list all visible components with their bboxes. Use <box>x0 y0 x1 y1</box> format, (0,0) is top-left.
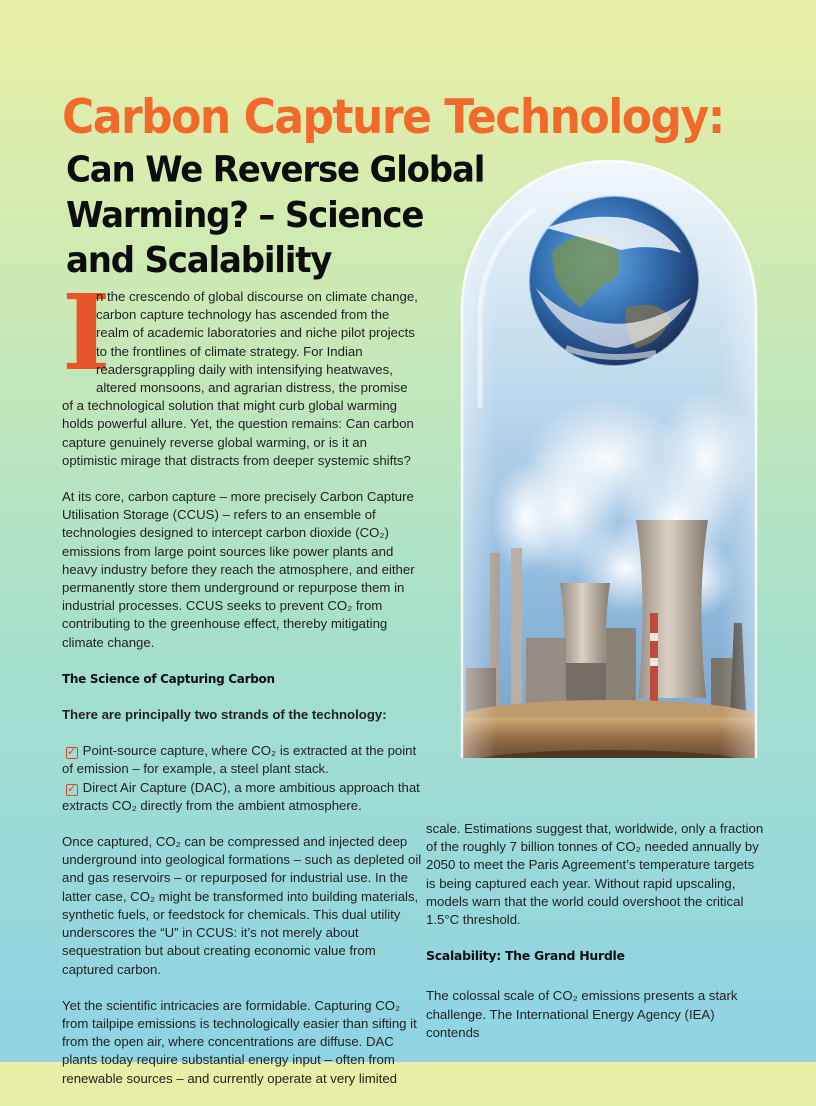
list-item-text: Direct Air Capture (DAC), a more ambitious approach that extracts CO₂ directly from the ambient atmosphere. <box>62 779 420 813</box>
scalability-paragraph: The colossal scale of CO₂ emissions presents a stark challenge. The International Energy Agency (IEA) contends <box>426 988 738 1040</box>
intro-text: n the crescendo of global discourse on climate change, carbon capture technology has ascended from the realm of academic laboratories and niche pilot projects to the frontlines of climate strategy. For Indian readersgrappling daily with intensifying heatwaves, altered monsoons, and agrarian distress, the promise of a technological solution that might curb global warming holds powerful allure. Yet, the question remains: Can carbon capture genuinely reverse global warming, or is it an optimistic mirage that distracts from deeper systemic shifts? <box>62 289 418 468</box>
scale-paragraph: scale. Estimations suggest that, worldwide, only a fraction of the roughly 7 billion tonnes of CO₂ needed annually by 2050 to meet the Paris Agreement’s temperature targets is being captured each year. Without rapid upscaling, models warn that the world could overshoot the critical 1.5°C threshold. <box>426 821 764 928</box>
scalability-heading: Scalability: The Grand Hurdle <box>426 948 625 964</box>
drop-cap: I <box>62 271 111 394</box>
page-subtitle: Can We Reverse Global Warming? – Science and Scalability <box>66 149 485 282</box>
list-item <box>62 779 422 815</box>
list-item <box>62 742 422 778</box>
intro-paragraph <box>62 271 422 470</box>
glass-dome-illustration <box>456 158 762 788</box>
checkbox-icon: ✓ <box>67 746 77 759</box>
ccus-paragraph: At its core, carbon capture – more precisely Carbon Capture Utilisation Storage (CCUS) – refers to an ensemble of technologies designed to intercept carbon dioxide (CO₂) emissions from large point sources like power plants and heavy industry before they reach the atmosphere, and either permanently store them underground or repurpose them in industrial processes. CCUS seeks to prevent CO₂ from contributing to the greenhouse effect, thereby mitigating climate change. <box>62 489 415 650</box>
checkbox-icon: ✓ <box>67 782 77 795</box>
list-item-text: Point-source capture, where CO₂ is extracted at the point of emission – for example, a steel plant stack. <box>62 743 417 777</box>
science-heading: The Science of Capturing Carbon <box>62 671 275 686</box>
strands-list <box>62 742 422 815</box>
intricacies-paragraph: Yet the scientific intricacies are formidable. Capturing CO₂ from tailpipe emissions is technologically easier than sifting it from the open air, where concentrations are diffuse. DAC plants today require substantial energy input – often from renewable sources – and currently operate at very limited <box>62 997 417 1086</box>
captured-paragraph: Once captured, CO₂ can be compressed and injected deep underground into geological formations – such as depleted oil and gas reservoirs – or repurposed for industrial use. In the latter case, CO₂ might be transformed into building materials, synthetic fuels, or feedstock for chemicals. This dual utility underscores the “U” in CCUS: it’s not merely about sequestration but about creating economic value from captured carbon. <box>62 834 422 977</box>
strands-intro: There are principally two strands of the technology: <box>62 707 387 723</box>
page-title: Carbon Capture Technology: <box>62 90 724 146</box>
left-column <box>62 271 422 1106</box>
right-column <box>426 820 766 1060</box>
